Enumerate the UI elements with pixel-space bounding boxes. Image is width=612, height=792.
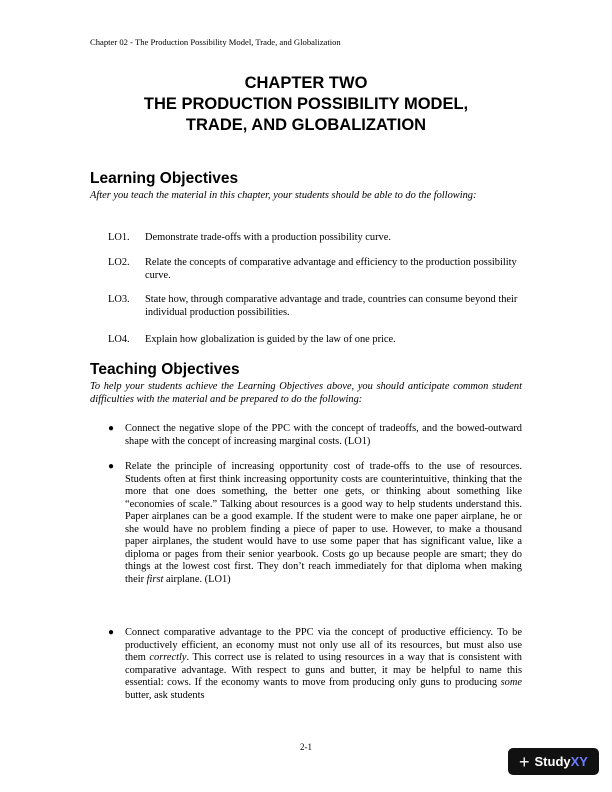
objective-code: LO2. — [108, 257, 130, 268]
learning-objective-item — [108, 257, 522, 282]
chapter-title-line: THE PRODUCTION POSSIBILITY MODEL, — [143, 95, 469, 113]
objective-code: LO4. — [108, 334, 130, 345]
running-header: Chapter 02 - The Production Possibility Model, Trade, and Globalization — [90, 37, 341, 47]
learning-objective-item — [108, 232, 522, 245]
studyxy-badge[interactable] — [508, 748, 599, 775]
learning-objectives-intro: After you teach the material in this chapter, your students should be able to do the following: — [90, 190, 477, 201]
objective-text: Explain how globalization is guided by the law of one price. — [145, 334, 396, 345]
chapter-title-line: CHAPTER TWO — [244, 74, 368, 92]
objective-text: Demonstrate trade-offs with a production possibility curve. — [145, 232, 391, 243]
bullet-icon: ● — [108, 461, 115, 472]
teaching-objectives-intro: To help your students achieve the Learning Objectives above, you should anticipate common student difficulties with the material and be prepared to do the following: — [90, 381, 522, 405]
page-number: 2-1 — [300, 742, 312, 752]
badge-brand-text: Study — [534, 754, 571, 769]
badge-brand-accent: XY — [570, 754, 588, 769]
teaching-objectives-heading: Teaching Objectives — [90, 361, 240, 378]
objective-text: Relate the concepts of comparative advantage and efficiency to the production possibility curve. — [145, 257, 517, 281]
teaching-objective-text: Connect comparative advantage to the PPC via the concept of productive efficiency. To be productively efficient, an economy must not only use all of its resources, but must also use them correctly. This correct use is related to using resources in a way that is consistent with comparative advantage. With respect to guns and butter, it may be helpful to name this essential: cows. If the economy wants to move from producing only guns to producing some butter, ask students — [125, 627, 522, 701]
emphasis-text: first — [146, 573, 164, 585]
teaching-objective-item — [108, 461, 522, 586]
bullet-icon: ● — [108, 423, 115, 434]
chapter-title — [90, 73, 522, 136]
emphasis-text: correctly — [149, 652, 187, 663]
objective-code: LO3. — [108, 294, 130, 305]
learning-objectives-heading: Learning Objectives — [90, 170, 239, 187]
learning-objective-item — [108, 294, 522, 319]
emphasis-text: some — [500, 677, 522, 688]
teaching-objective-text: Relate the principle of increasing opportunity cost of trade-offs to the use of resources. Students often at first think increasing opportunity costs are counterintuitive, thinking that the more that one does something, the better one gets, or thinking about something like “economies of scale.” Talking about resources is a good way to help students understand this. Paper airplanes can be a good example. If the student were to make one paper airplane, he or she would have no problem finding a piece of paper to use. However, to make a thousand paper airplanes, the student would have to use some paper that has significant value, like a diploma or pages from their senior yearbook. Costs go up because people are smart; they do things at the lowest cost first. They don’t reach immediately for that diploma when making their first airplane. (LO1) — [125, 461, 522, 585]
plus-icon: + — [519, 751, 530, 772]
teaching-objective-item — [108, 423, 522, 448]
teaching-objective-text: Connect the negative slope of the PPC with the concept of tradeoffs, and the bowed-outward shape with the concept of increasing marginal costs. (LO1) — [125, 423, 522, 447]
chapter-title-line: TRADE, AND GLOBALIZATION — [185, 116, 427, 134]
objective-text: State how, through comparative advantage and trade, countries can consume beyond their individual production possibilities. — [145, 294, 518, 318]
bullet-icon: ● — [108, 627, 115, 638]
teaching-objective-item — [108, 627, 522, 702]
objective-code: LO1. — [108, 232, 130, 243]
learning-objective-item — [108, 334, 522, 347]
